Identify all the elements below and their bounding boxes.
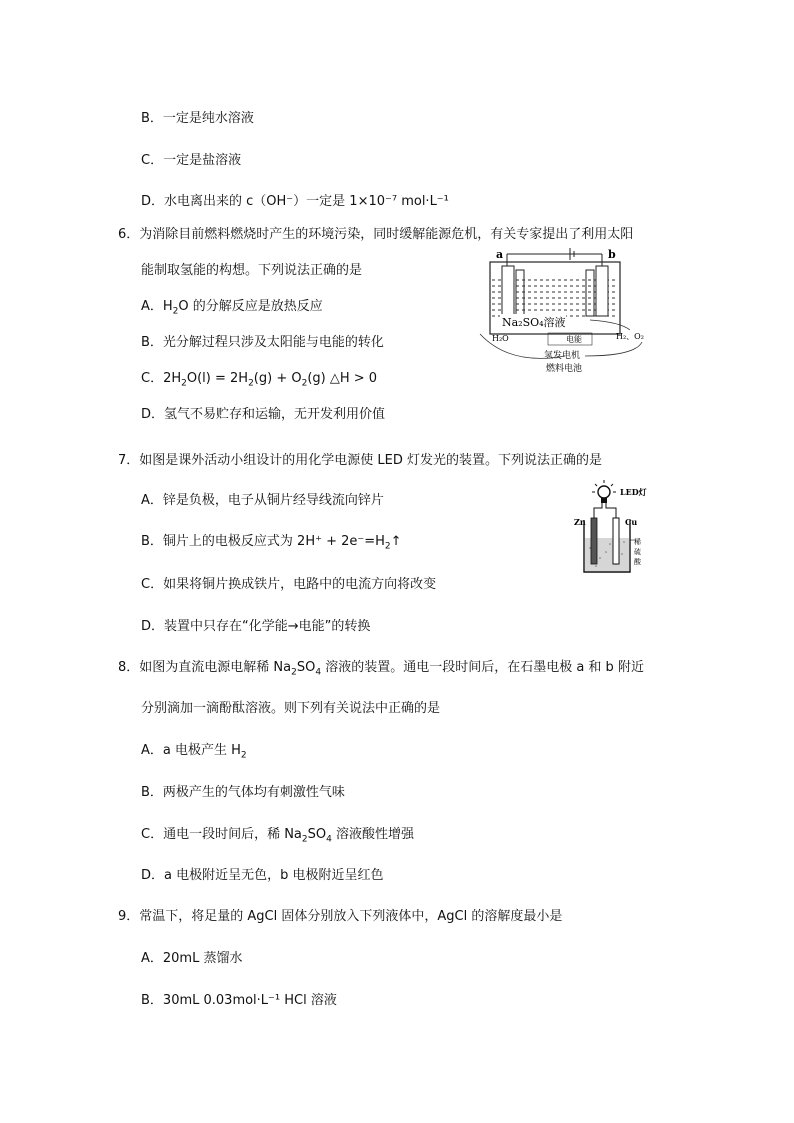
q7-option-c: C．如果将铜片换成铁片，电路中的电流方向将改变 [141,577,437,592]
q6-label-a: a [496,248,504,261]
q6-fuelcell-label: 燃料电池 [546,364,583,374]
q6-stem-line2: 能制取氢能的构想。下列说法正确的是 [141,263,363,278]
q6-gases-label: H₂、O₂ [616,332,644,341]
q7-cu-label: Cu [625,517,638,527]
q6-stem-line1: 6．为消除目前燃料燃烧时产生的环境污染，同时缓解能源危机，有关专家提出了利用太阳 [118,227,634,242]
q8-stem-line2: 分别滴加一滴酚酞溶液。则下列有关说法中正确的是 [141,701,441,716]
q6-electrolysis-figure [470,238,660,380]
q7-acid-label-1: 稀 [634,538,641,546]
q7-acid-label-2: 硫 [634,548,641,556]
q7-option-a: A．锌是负极，电子从铜片经导线流向锌片 [141,493,384,508]
q9-option-b: B．30mL 0.03mol·L⁻¹ HCl 溶液 [141,993,337,1008]
q5-option-b: B．一定是纯水溶液 [141,111,254,126]
q9-stem: 9．常温下，将足量的 AgCl 固体分别放入下列液体中，AgCl 的溶解度最小是 [118,909,563,924]
q5-option-d: D．水电离出来的 c（OH⁻）一定是 1×10⁻⁷ mol·L⁻¹ [141,194,449,209]
q8-option-d: D．a 电极附近呈无色，b 电极附近呈红色 [141,868,384,883]
q7-zn-label: Zn [574,517,586,527]
q6-option-b: B．光分解过程只涉及太阳能与电能的转化 [141,335,384,350]
q6-solution-label: Na₂SO₄溶液 [502,316,566,329]
q6-h2o-label: H₂O [492,334,509,343]
q7-stem: 7．如图是课外活动小组设计的用化学电源使 LED 灯发光的装置。下列说法正确的是 [118,453,603,468]
q8-option-b: B．两极产生的气体均有刺激性气味 [141,785,345,800]
q6-electric-label: 电能 [566,335,582,344]
q7-led-label: LED灯 [620,487,647,497]
q6-option-a: A．$H_2O$ 的分解反应是放热反应 [141,299,323,317]
q7-option-b: B．铜片上的电极反应式为 $2H^+ + 2e^-=H_2↑$ [141,534,402,552]
q6-label-b: b [608,248,616,261]
q8-option-a: A．a 电极产生 $H_2$ [141,743,247,761]
q8-stem-line1: 8．如图为直流电源电解稀 $Na_2SO_4$ 溶液的装置。通电一段时间后，在石墨电极 a 和 b 附近 [118,660,644,678]
q9-option-a: A．20mL 蒸馏水 [141,951,243,966]
q7-acid-label-3: 酸 [634,558,641,566]
q7-galvanic-cell-figure [572,478,662,578]
q5-option-c: C．一定是盐溶液 [141,153,242,168]
q6-generator-label: 氢发电机 [544,351,581,361]
q7-option-d: D．装置中只存在“化学能→电能”的转换 [141,619,371,634]
q6-option-d: D．氢气不易贮存和运输，无开发利用价值 [141,407,386,422]
q6-option-c: C．$2H_2O(l) = 2H_2(g) + O_2(g)$ △H > 0 [141,371,378,389]
q8-option-c: C．通电一段时间后，稀 $Na_2SO_4$ 溶液酸性增强 [141,827,414,845]
